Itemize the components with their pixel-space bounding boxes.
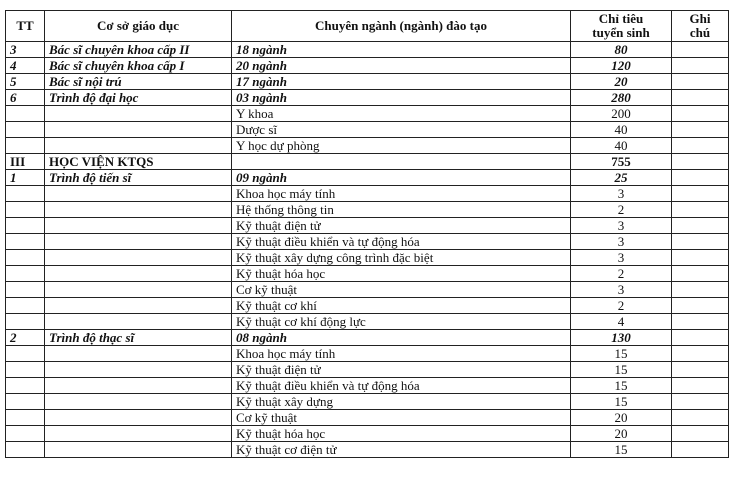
table-row	[6, 234, 729, 250]
cell-note	[672, 266, 729, 282]
table-row	[6, 90, 729, 106]
cell-major: Kỹ thuật hóa học	[232, 426, 571, 442]
cell-institution	[45, 394, 232, 410]
cell-major: Kỹ thuật cơ khí	[232, 298, 571, 314]
cell-note	[672, 202, 729, 218]
table-row	[6, 218, 729, 234]
cell-note	[672, 330, 729, 346]
cell-note	[672, 170, 729, 186]
cell-institution: Bác sĩ nội trú	[45, 74, 232, 90]
cell-quota: 15	[571, 362, 672, 378]
cell-note	[672, 58, 729, 74]
cell-quota: 120	[571, 58, 672, 74]
cell-major: 03 ngành	[232, 90, 571, 106]
cell-tt	[6, 250, 45, 266]
cell-major: Kỹ thuật điện tử	[232, 218, 571, 234]
cell-institution	[45, 314, 232, 330]
cell-note	[672, 394, 729, 410]
cell-tt	[6, 362, 45, 378]
cell-institution	[45, 234, 232, 250]
cell-quota: 3	[571, 186, 672, 202]
cell-institution	[45, 410, 232, 426]
cell-tt	[6, 442, 45, 458]
table-row	[6, 442, 729, 458]
cell-quota: 20	[571, 410, 672, 426]
table-row	[6, 154, 729, 170]
cell-institution	[45, 266, 232, 282]
table-row	[6, 202, 729, 218]
cell-tt	[6, 410, 45, 426]
cell-institution	[45, 106, 232, 122]
cell-quota: 130	[571, 330, 672, 346]
header-quota-line1: Chỉ tiêu	[598, 11, 644, 26]
cell-major: Kỹ thuật hóa học	[232, 266, 571, 282]
admission-quota-table	[5, 10, 729, 458]
table-row	[6, 170, 729, 186]
cell-institution	[45, 202, 232, 218]
cell-tt	[6, 106, 45, 122]
table-row	[6, 426, 729, 442]
cell-tt	[6, 426, 45, 442]
cell-tt: 5	[6, 74, 45, 90]
cell-tt	[6, 266, 45, 282]
table-row	[6, 138, 729, 154]
cell-quota: 2	[571, 202, 672, 218]
table-row	[6, 58, 729, 74]
cell-note	[672, 250, 729, 266]
table-row	[6, 282, 729, 298]
cell-major: Khoa học máy tính	[232, 346, 571, 362]
table-row	[6, 394, 729, 410]
header-note	[672, 11, 729, 42]
cell-note	[672, 442, 729, 458]
cell-tt: 6	[6, 90, 45, 106]
table-header-row	[6, 11, 729, 42]
cell-quota: 3	[571, 282, 672, 298]
cell-quota: 25	[571, 170, 672, 186]
table-row	[6, 106, 729, 122]
cell-tt: 4	[6, 58, 45, 74]
cell-institution: Trình độ tiến sĩ	[45, 170, 232, 186]
cell-major: Kỹ thuật cơ điện tử	[232, 442, 571, 458]
cell-note	[672, 154, 729, 170]
cell-major: Cơ kỹ thuật	[232, 410, 571, 426]
cell-institution: Bác sĩ chuyên khoa cấp I	[45, 58, 232, 74]
cell-note	[672, 218, 729, 234]
cell-note	[672, 282, 729, 298]
cell-major: Kỹ thuật xây dựng	[232, 394, 571, 410]
cell-quota: 4	[571, 314, 672, 330]
cell-quota: 3	[571, 250, 672, 266]
cell-quota: 15	[571, 346, 672, 362]
cell-major: 18 ngành	[232, 42, 571, 58]
cell-institution	[45, 282, 232, 298]
cell-major: Dược sĩ	[232, 122, 571, 138]
table-row	[6, 74, 729, 90]
cell-quota: 40	[571, 138, 672, 154]
cell-quota: 755	[571, 154, 672, 170]
cell-quota: 20	[571, 426, 672, 442]
cell-tt	[6, 314, 45, 330]
cell-quota: 40	[571, 122, 672, 138]
cell-note	[672, 138, 729, 154]
table-row	[6, 314, 729, 330]
cell-tt	[6, 186, 45, 202]
cell-quota: 2	[571, 266, 672, 282]
cell-note	[672, 378, 729, 394]
cell-quota: 3	[571, 218, 672, 234]
cell-quota: 15	[571, 442, 672, 458]
cell-note	[672, 314, 729, 330]
cell-quota: 15	[571, 394, 672, 410]
cell-institution	[45, 362, 232, 378]
cell-institution	[45, 186, 232, 202]
cell-quota: 15	[571, 378, 672, 394]
table-row	[6, 410, 729, 426]
cell-institution	[45, 138, 232, 154]
header-note-line2: chú	[689, 25, 711, 40]
cell-note	[672, 346, 729, 362]
cell-institution	[45, 122, 232, 138]
table-row	[6, 346, 729, 362]
cell-note	[672, 90, 729, 106]
cell-tt	[6, 282, 45, 298]
cell-quota: 80	[571, 42, 672, 58]
cell-major: 17 ngành	[232, 74, 571, 90]
cell-tt	[6, 378, 45, 394]
cell-tt: 1	[6, 170, 45, 186]
table-body	[6, 42, 729, 458]
cell-major: Y khoa	[232, 106, 571, 122]
cell-quota: 20	[571, 74, 672, 90]
header-quota-line2: tuyển sinh	[592, 25, 650, 40]
cell-note	[672, 298, 729, 314]
table-row	[6, 378, 729, 394]
cell-institution: HỌC VIỆN KTQS	[45, 154, 232, 170]
cell-major: Cơ kỹ thuật	[232, 282, 571, 298]
cell-quota: 280	[571, 90, 672, 106]
cell-note	[672, 234, 729, 250]
table-row	[6, 362, 729, 378]
cell-institution	[45, 346, 232, 362]
cell-institution	[45, 426, 232, 442]
cell-tt: 2	[6, 330, 45, 346]
cell-major: Kỹ thuật cơ khí động lực	[232, 314, 571, 330]
cell-institution	[45, 442, 232, 458]
cell-institution	[45, 378, 232, 394]
cell-major: Kỹ thuật điều khiển và tự động hóa	[232, 378, 571, 394]
cell-major: Kỹ thuật điện tử	[232, 362, 571, 378]
cell-major: Hệ thống thông tin	[232, 202, 571, 218]
cell-tt	[6, 138, 45, 154]
cell-tt	[6, 234, 45, 250]
cell-note	[672, 362, 729, 378]
cell-institution	[45, 298, 232, 314]
cell-major: Kỹ thuật xây dựng công trình đặc biệt	[232, 250, 571, 266]
table-row	[6, 186, 729, 202]
cell-major: Kỹ thuật điều khiển và tự động hóa	[232, 234, 571, 250]
header-institution: Cơ sở giáo dục	[45, 11, 232, 42]
header-quota	[571, 11, 672, 42]
cell-note	[672, 410, 729, 426]
cell-tt: 3	[6, 42, 45, 58]
table-row	[6, 266, 729, 282]
table-row	[6, 298, 729, 314]
cell-quota: 2	[571, 298, 672, 314]
table-row	[6, 250, 729, 266]
cell-quota: 3	[571, 234, 672, 250]
cell-institution	[45, 218, 232, 234]
cell-institution: Trình độ đại học	[45, 90, 232, 106]
header-tt: TT	[6, 11, 45, 42]
cell-major: Y học dự phòng	[232, 138, 571, 154]
cell-major: Khoa học máy tính	[232, 186, 571, 202]
cell-institution: Bác sĩ chuyên khoa cấp II	[45, 42, 232, 58]
header-note-line1: Ghi	[689, 11, 711, 26]
cell-note	[672, 74, 729, 90]
cell-major: 20 ngành	[232, 58, 571, 74]
cell-institution	[45, 250, 232, 266]
table-row	[6, 330, 729, 346]
cell-tt	[6, 218, 45, 234]
cell-note	[672, 186, 729, 202]
cell-institution: Trình độ thạc sĩ	[45, 330, 232, 346]
cell-major: 09 ngành	[232, 170, 571, 186]
cell-tt	[6, 202, 45, 218]
cell-note	[672, 42, 729, 58]
cell-major: 08 ngành	[232, 330, 571, 346]
table-row	[6, 122, 729, 138]
cell-note	[672, 122, 729, 138]
cell-note	[672, 426, 729, 442]
table-row	[6, 42, 729, 58]
cell-tt	[6, 394, 45, 410]
cell-tt: III	[6, 154, 45, 170]
cell-tt	[6, 122, 45, 138]
header-major: Chuyên ngành (ngành) đào tạo	[232, 11, 571, 42]
cell-major	[232, 154, 571, 170]
cell-quota: 200	[571, 106, 672, 122]
cell-tt	[6, 346, 45, 362]
cell-note	[672, 106, 729, 122]
cell-tt	[6, 298, 45, 314]
